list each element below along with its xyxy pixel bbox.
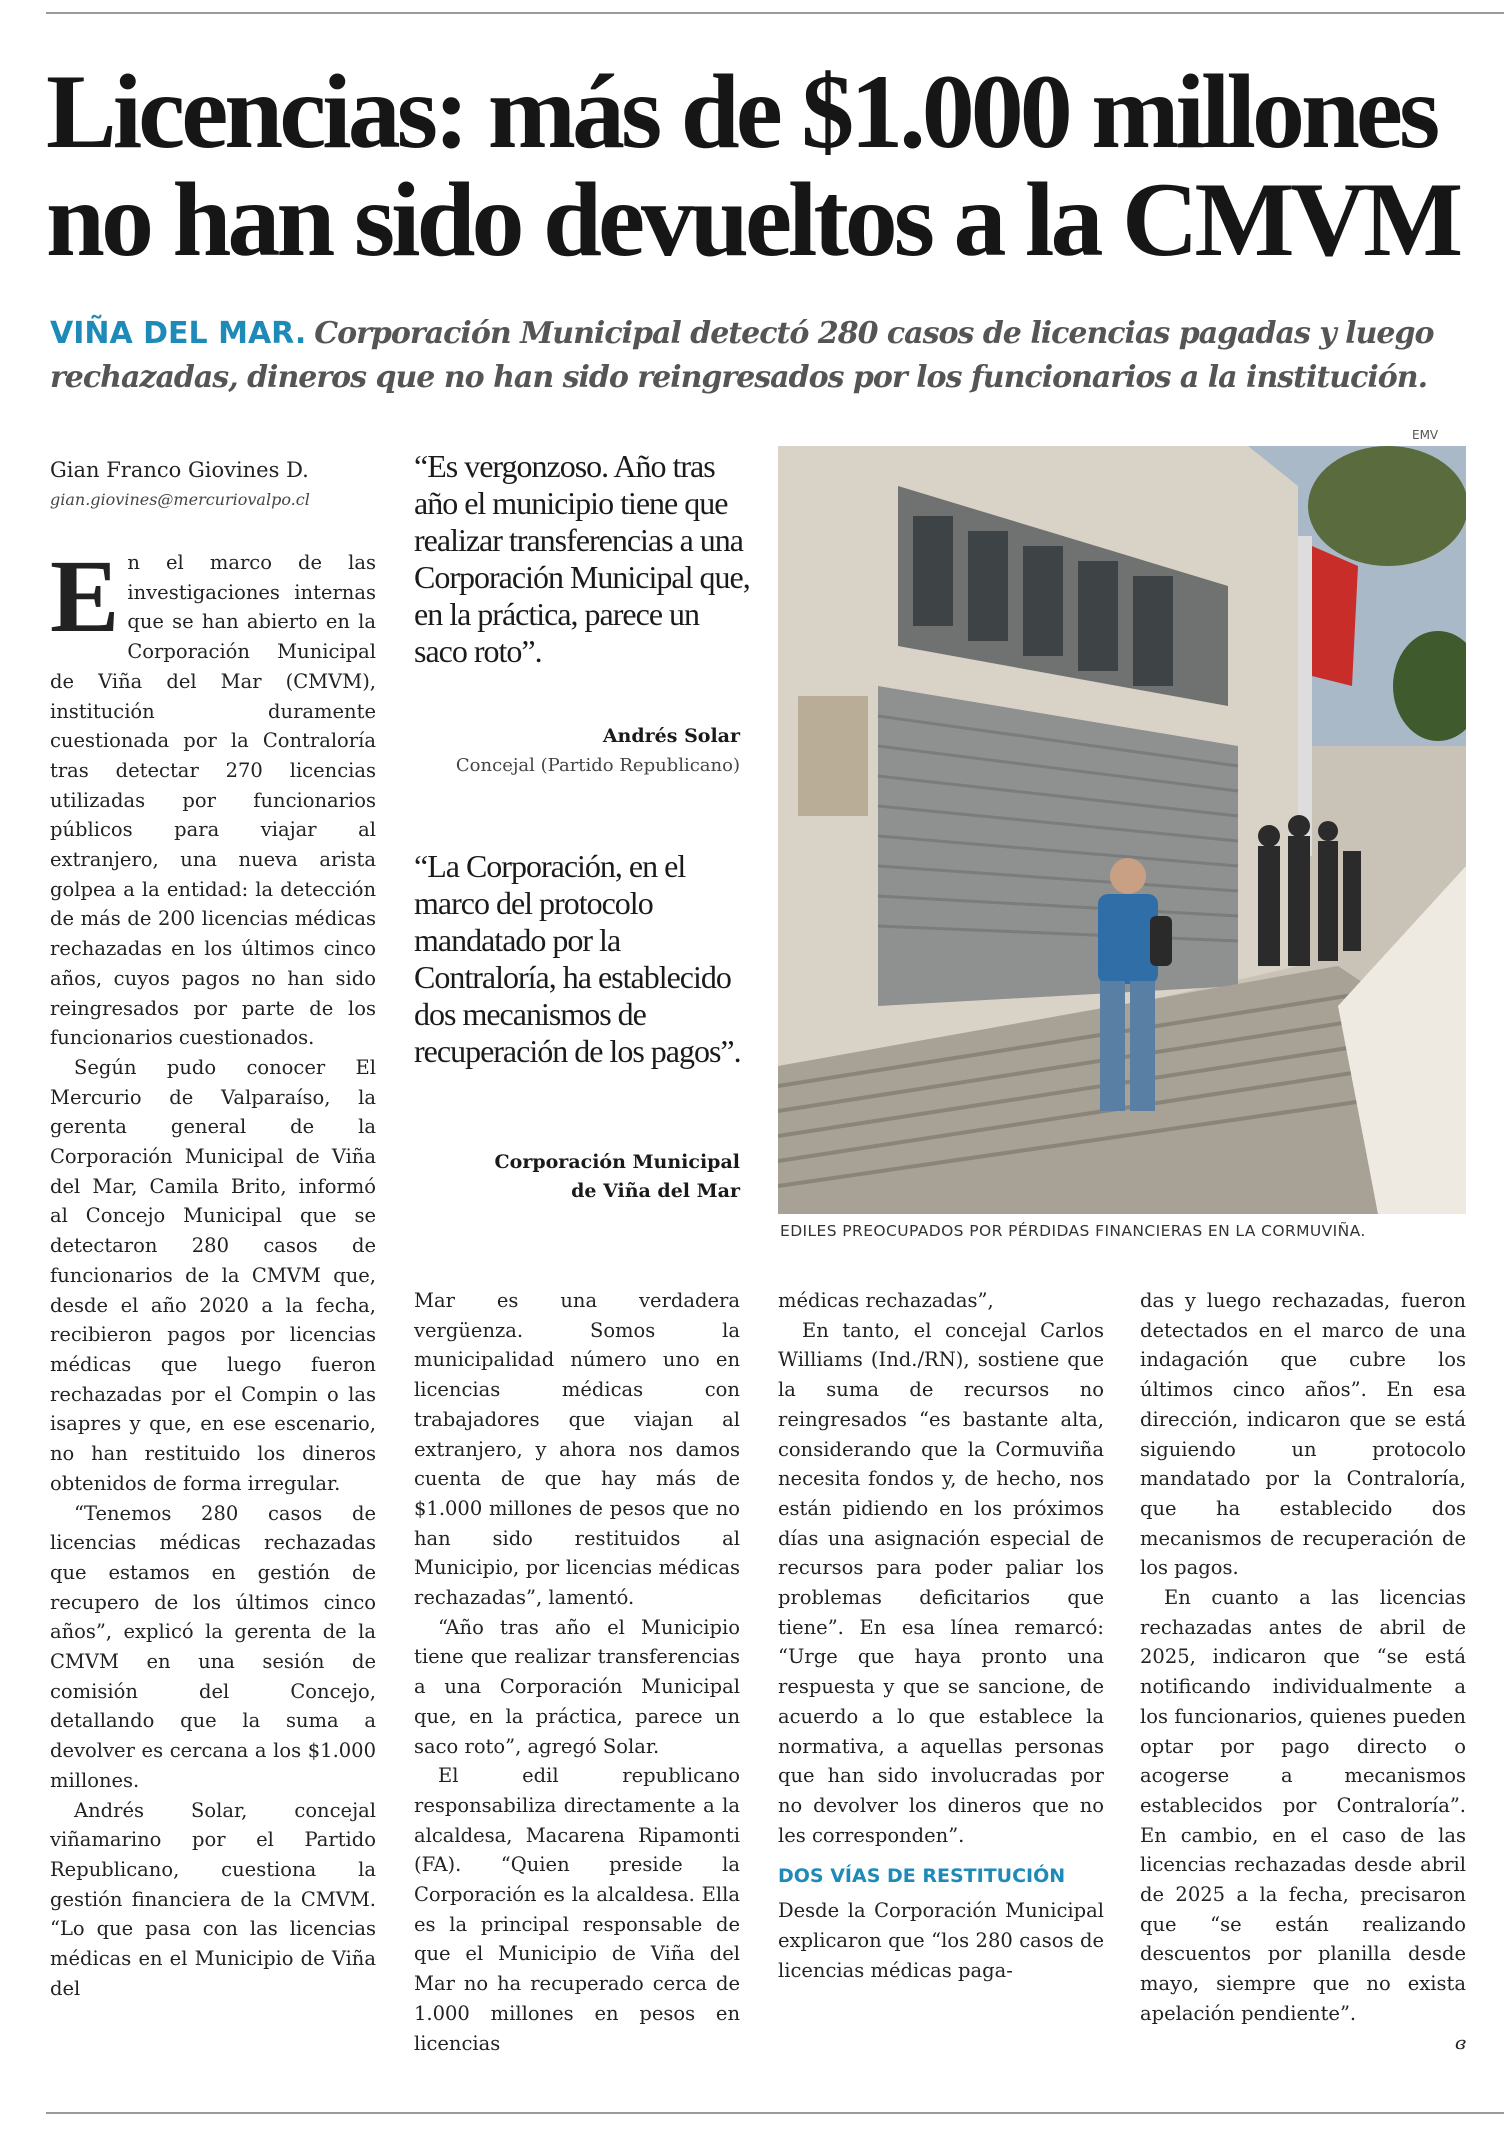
paragraph: das y luego rechazadas, fueron detectados en el marco de una indagación que cubre los últimos cinco años”. En esa dirección, indicaron que se está siguiendo un protocolo mandatado por la Contraloría, que ha establecido dos mecanismos de recuperación de los pagos. [1140, 1289, 1466, 1580]
pull-quote-2-name: Corporación Municipal de Viña del Mar [494, 1151, 740, 1202]
paragraph: El edil republicano responsabiliza directamente a la alcaldesa, Macarena Ripamonti (FA). “Quien preside la Corporación es la alcaldesa. Ella es la principal responsable de que el Municipio de Viña del Mar no ha recuperado cerca de 1.000 millones en pesos en licencias [414, 1764, 740, 2055]
photo-credit: EMV [1412, 428, 1439, 442]
paragraph: En el marco de las investigaciones internas que se han abierto en la Corporación Municipal de Viña del Mar (CMVM), institución duramente cuestionada por la Contraloría tras detectar 270 licencias utilizadas por funcionarios públicos para viajar al extranjero, una nueva arista golpea a la entidad: la detección de más de 200 licencias médicas rechazadas en los últimos cinco años, cuyos pagos no han sido reingresados por parte de los funcionarios cuestionados. [50, 539, 376, 1050]
pull-quote-2: “La Corporación, en el marco del protocolo mandatado por la Contraloría, ha establecido dos mecanismos de recuperación de los pagos”. [414, 848, 741, 1069]
news-photo [778, 446, 1466, 1214]
building-stairs-image [778, 446, 1466, 1214]
paragraph: Andrés Solar, concejal viñamarino por el Partido Republicano, cuestiona la gestión financiera de la CMVM. “Lo que pasa con las licencias médicas en el Municipio de Viña del [50, 1798, 376, 2000]
paragraph: En tanto, el concejal Carlos Williams (Ind./RN), sostiene que la suma de recursos no reingresados “es bastante alta, considerando que la Cormuviña necesita fondos y, de hecho, nos están pidiendo en los próximos días una asignación especial de recursos para poder paliar los problemas deficitarios que tiene”. En esa línea remarcó: “Urge que haya pronto una respuesta y que se sancione, de acuerdo a lo que establece la normativa, a aquellas personas que han sido involucradas por no devolver los dineros que no les corresponden”. [778, 1318, 1104, 1847]
body-column-1 [50, 539, 376, 2003]
byline-email[interactable]: gian.giovines@mercuriovalpo.cl [50, 490, 310, 509]
drop-cap: E [50, 539, 120, 654]
body-column-3 [778, 1286, 1104, 1985]
headline-line-2: no han sido devueltos a la CMVM [46, 161, 1460, 278]
paragraph: “Tenemos 280 casos de licencias médicas rechazadas que estamos en gestión de recupero de los últimos cinco años”, explicó la gerenta de la CMVM en una sesión de comisión del Concejo, detallando que la suma a devolver es cercana a los $1.000 millones. [50, 1501, 376, 1792]
deck [50, 312, 1470, 400]
end-mark: ɞ [1454, 2032, 1466, 2054]
deck-text: Corporación Municipal detectó 280 casos de licencias pagadas y luego rechazadas, dineros que no han sido reingresados por los funcionarios a la institución. [50, 316, 1434, 395]
headline [46, 53, 1466, 278]
pull-quote-2-source [470, 1148, 740, 1206]
body-column-2 [414, 1286, 740, 2058]
paragraph: Mar es una verdadera vergüenza. Somos la municipalidad número uno en licencias médicas con trabajadores que viajan al extranjero, y ahora nos damos cuenta de que hay más de $1.000 millones de pesos que no han sido restituidos al Municipio, por licencias médicas rechazadas”, lamentó. [414, 1289, 740, 1610]
subhead: DOS VÍAS DE RESTITUCIÓN [778, 1865, 1066, 1888]
bottom-rule [46, 2112, 1504, 2114]
headline-line-1: Licencias: más de $1.000 millones [46, 53, 1437, 170]
paragraph: En cuanto a las licencias rechazadas antes de abril de 2025, indicaron que “se está notificando individualmente a los funcionarios, quienes pueden optar por pago directo o acogerse a mecanismos establecidos por Contraloría”. En cambio, en el caso de las licencias rechazadas desde abril de 2025 a la fecha, precisaron que “se están realizando descuentos por planilla desde mayo, siempre que no exista apelación pendiente”. [1140, 1586, 1466, 2025]
pull-quote-1-role: Concejal (Partido Republicano) [455, 755, 740, 776]
paragraph: “Año tras año el Municipio tiene que realizar transferencias a una Corporación Municipal que, en la práctica, parece un saco roto”, agregó Solar. [414, 1615, 740, 1758]
paragraph: médicas rechazadas”, [778, 1289, 994, 1312]
deck-place: VIÑA DEL MAR. [50, 316, 307, 351]
paragraph: Según pudo conocer El Mercurio de Valparaíso, la gerenta general de la Corporación Municipal de Viña del Mar, Camila Brito, informó al Concejo Municipal que se detectaron 280 casos de funcionarios de la CMVM que, desde el año 2020 a la fecha, recibieron pagos por licencias médicas que luego fueron rechazadas por el Compin o las isapres y que, en ese escenario, no han restituido los dineros obtenidos de forma irregular. [50, 1055, 376, 1495]
paragraph: Desde la Corporación Municipal explicaron que “los 280 casos de licencias médicas paga- [778, 1899, 1104, 1982]
body-column-4 [1140, 1286, 1466, 2058]
pull-quote-1-name: Andrés Solar [602, 725, 740, 747]
top-rule [46, 12, 1504, 14]
photo-caption: EDILES PREOCUPADOS POR PÉRDIDAS FINANCIERAS EN LA CORMUVIÑA. [780, 1222, 1366, 1240]
pull-quote-1: “Es vergonzoso. Año tras año el municipio tiene que realizar transferencias a una Corporación Municipal que, en la práctica, parece un saco roto”. [414, 448, 750, 669]
byline-author: Gian Franco Giovines D. [50, 458, 309, 482]
pull-quote-1-source [414, 722, 740, 780]
